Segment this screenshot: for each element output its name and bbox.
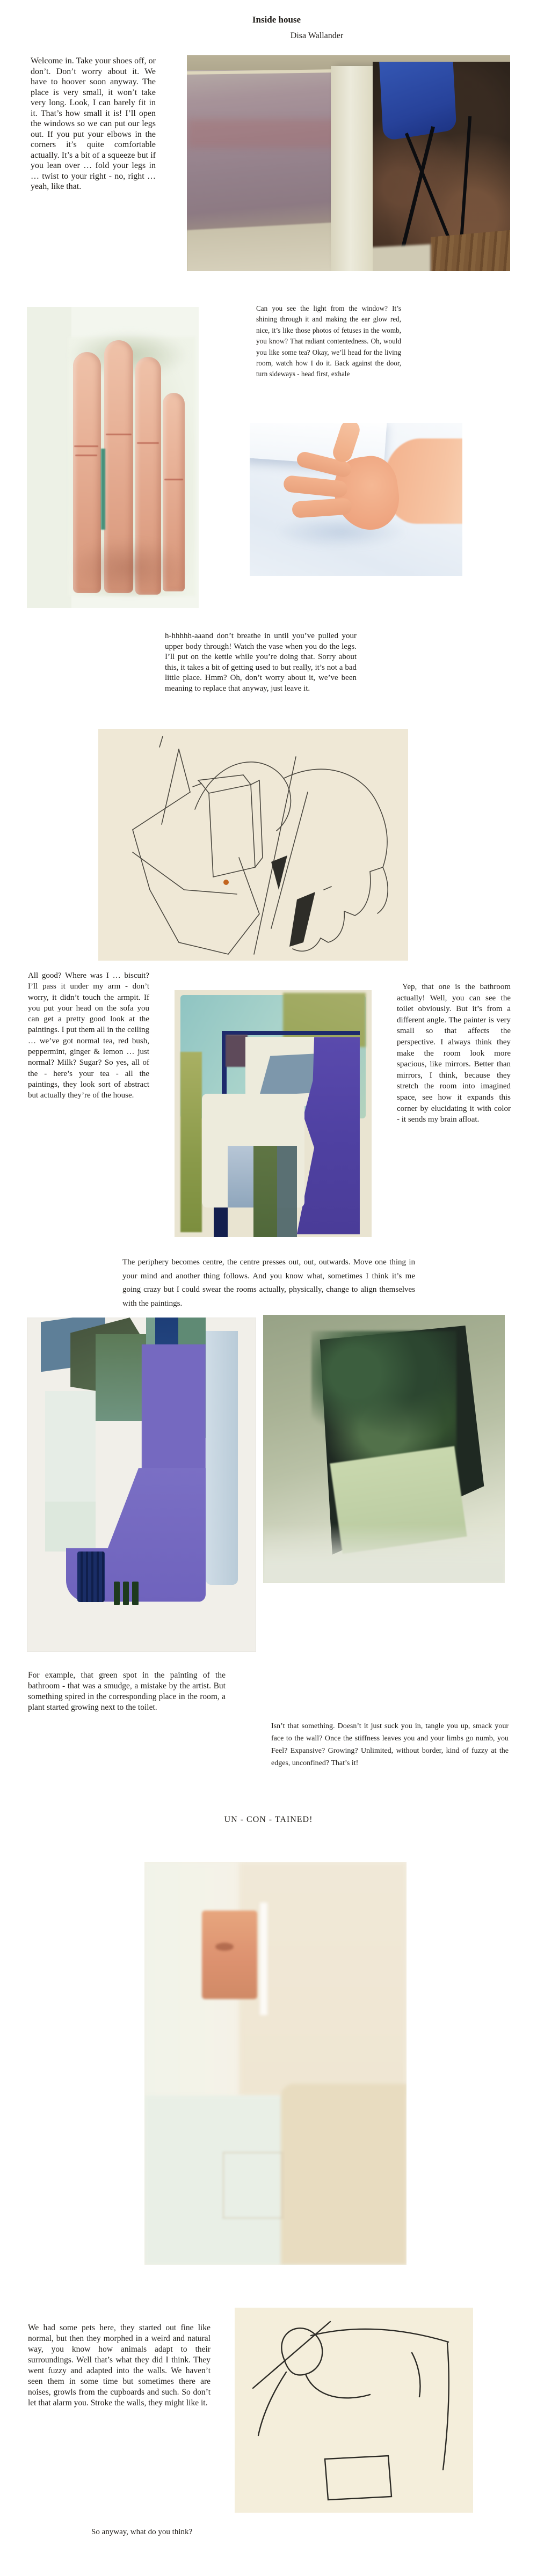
wall-top-edge — [187, 69, 339, 75]
photo-blurry-face-in-wall — [144, 1862, 407, 2265]
green-dash — [132, 1582, 138, 1605]
pencil-drawing-abstract-room — [98, 729, 408, 961]
paragraph-periphery: The periphery becomes centre, the centre presses out, out, outwards. Move one thing in your mind and another thing follows. And you know what, sometimes I think it’s me going crazy but I could swear the rooms actually, physically, change to align themselves with the paintings. — [122, 1258, 415, 1308]
beige-rectangle — [281, 2084, 407, 2265]
pale-floor — [187, 222, 349, 271]
wall-red-band — [187, 119, 339, 148]
teal-sliver — [101, 449, 105, 530]
paragraph-bathroom-painting: Yep, that one is the bathroom actually! Well, you can see the toilet obviously. But it’s from a different angle. The painter is very small so that affects the perspective. I always think they make the room look more spacious, like mirrors. Better than mirrors, I think, because they stretch the room into imagined space, see how it expands this corner by elucidating it with color - it sends my brain afloat. — [397, 983, 511, 1124]
paragraph-window-light: Can you see the light from the window? It’s shining through it and making the ear glow red, nice, it’s like those photos of fetuses in the womb, you know? That radiant contentedness. Oh, would you like some tea? Okay, we’ll head for the living room, watch how I do it. Back against the door, turn sideways - head first, exhale — [256, 304, 401, 378]
green-column — [253, 1146, 277, 1237]
painting-abstract-violet-room — [27, 1318, 256, 1652]
mint-square — [45, 1391, 96, 1502]
photo-plant-in-leaning-mirror — [263, 1315, 505, 1583]
knuckle-crease — [106, 434, 132, 435]
shout-uncontained: UN - CON - TAINED! — [224, 1815, 313, 1824]
photo-hand-on-foam — [250, 423, 462, 576]
knuckle-crease — [75, 455, 98, 456]
closing-line: So anyway, what do you think? — [91, 2528, 193, 2536]
knuckle-crease — [164, 479, 183, 480]
blue-green-column — [277, 1146, 297, 1237]
painting-ceiling-bathroom-abstract — [175, 990, 372, 1237]
faint-rectangle — [223, 2152, 282, 2219]
paragraph-pets: We had some pets here, they started out fine like normal, but then they morphed in a weird and natural way, you know how animals adapt to their surroundings. Well that’s what they did I think. They went fuzzy and adapted into the walls. We haven’t seen them in some time but sometimes there are noises, growls from the cupboards and such. So don’t let that alarm you. Stroke the walls, they might like it. — [28, 2323, 211, 2407]
pale-blue-bar — [206, 1331, 238, 1585]
green-dash — [114, 1582, 120, 1605]
blurred-face — [202, 1911, 257, 1999]
pencil-drawing-strokes — [98, 729, 408, 961]
maroon-patch — [226, 1035, 247, 1067]
knuckle-crease — [74, 445, 98, 447]
olive-edge — [180, 1052, 202, 1232]
hand-shadow — [70, 539, 187, 596]
mauve-wall — [187, 70, 339, 232]
navy-rect — [77, 1552, 105, 1601]
photo-room-corner-with-blue-stool — [187, 55, 510, 271]
blur-foreground — [263, 1524, 505, 1583]
paragraph-green-spot: For example, that green spot in the painting of the bathroom - that was a smudge, a mistake by the artist. But something spired in the corresponding place in the room, a plant started growing next to the toilet. — [28, 1671, 226, 1712]
green-dash — [123, 1582, 129, 1605]
cream-pillar — [331, 66, 374, 271]
photo-fingers-in-foam — [27, 307, 199, 608]
dark-floor-area — [373, 62, 510, 271]
closed-eye — [215, 1943, 234, 1951]
wood-edge — [431, 230, 510, 271]
paragraph-suck-you-in: Isn’t that something. Doesn’t it just suck you in, tangle you up, smack your face to the wall? Once the stiffness leaves you and your limbs go numb, you Feel? Expansive? Growing? Unlimited, without border, kind of fuzzy at the edges, unconfined? That’s it! — [271, 1722, 509, 1767]
mint-square — [45, 1502, 96, 1552]
pale-blue-rect — [228, 1146, 253, 1208]
paragraph-biscuit-tea: All good? Where was I … biscuit? I’ll pass it under my arm - don’t worry, it didn’t touch the armpit. If you put your head on the sofa you can get a pretty good look at the paintings. I put them all in the ceiling … we’ve got normal tea, red bush, peppermint, ginger & lemon … just normal? Milk? Sugar? So yes, all of the - here’s your tea - all the paintings, they look sort of abstract but actually they’re of the house. — [28, 971, 149, 1100]
navy-bit — [214, 1208, 228, 1237]
paragraph-welcome: Welcome in. Take your shoes off, or don’t. Don’t worry about it. We have to hoover soon anyway. The place is very small, it won’t take very long. Look, I can barely fit in it. That’s how small it is! I’ll open the windows so we can put our legs out. If you put your elbows in the corners it’s quite comfortable actually. It’s a bit of a squeeze but if you lean over … fold your legs in … twist to your right - no, right … yeah, like that. — [31, 56, 156, 191]
page-title: Inside house — [252, 14, 301, 25]
light-slot — [260, 1902, 268, 2015]
marker-drawing-pet-shapes — [235, 2308, 473, 2513]
knuckle-crease — [137, 442, 159, 444]
paragraph-dont-breathe: h-hhhhh-aaand don’t breathe in until you’ve pulled your upper body through! Watch the vase when you do the legs. I’ll put on the kettle while you’re doing that. Sorry about this, it takes a bit of getting used to but really, it’s not a bad little place. Hmm? Oh, don’t worry about it, we’ve been meaning to replace that anyway, just leave it. — [165, 632, 357, 693]
byline: Disa Wallander — [290, 31, 344, 40]
blue-stool-seat — [379, 62, 457, 141]
pale-floor-sliver — [373, 244, 430, 271]
marker-drawing-strokes — [235, 2308, 473, 2513]
